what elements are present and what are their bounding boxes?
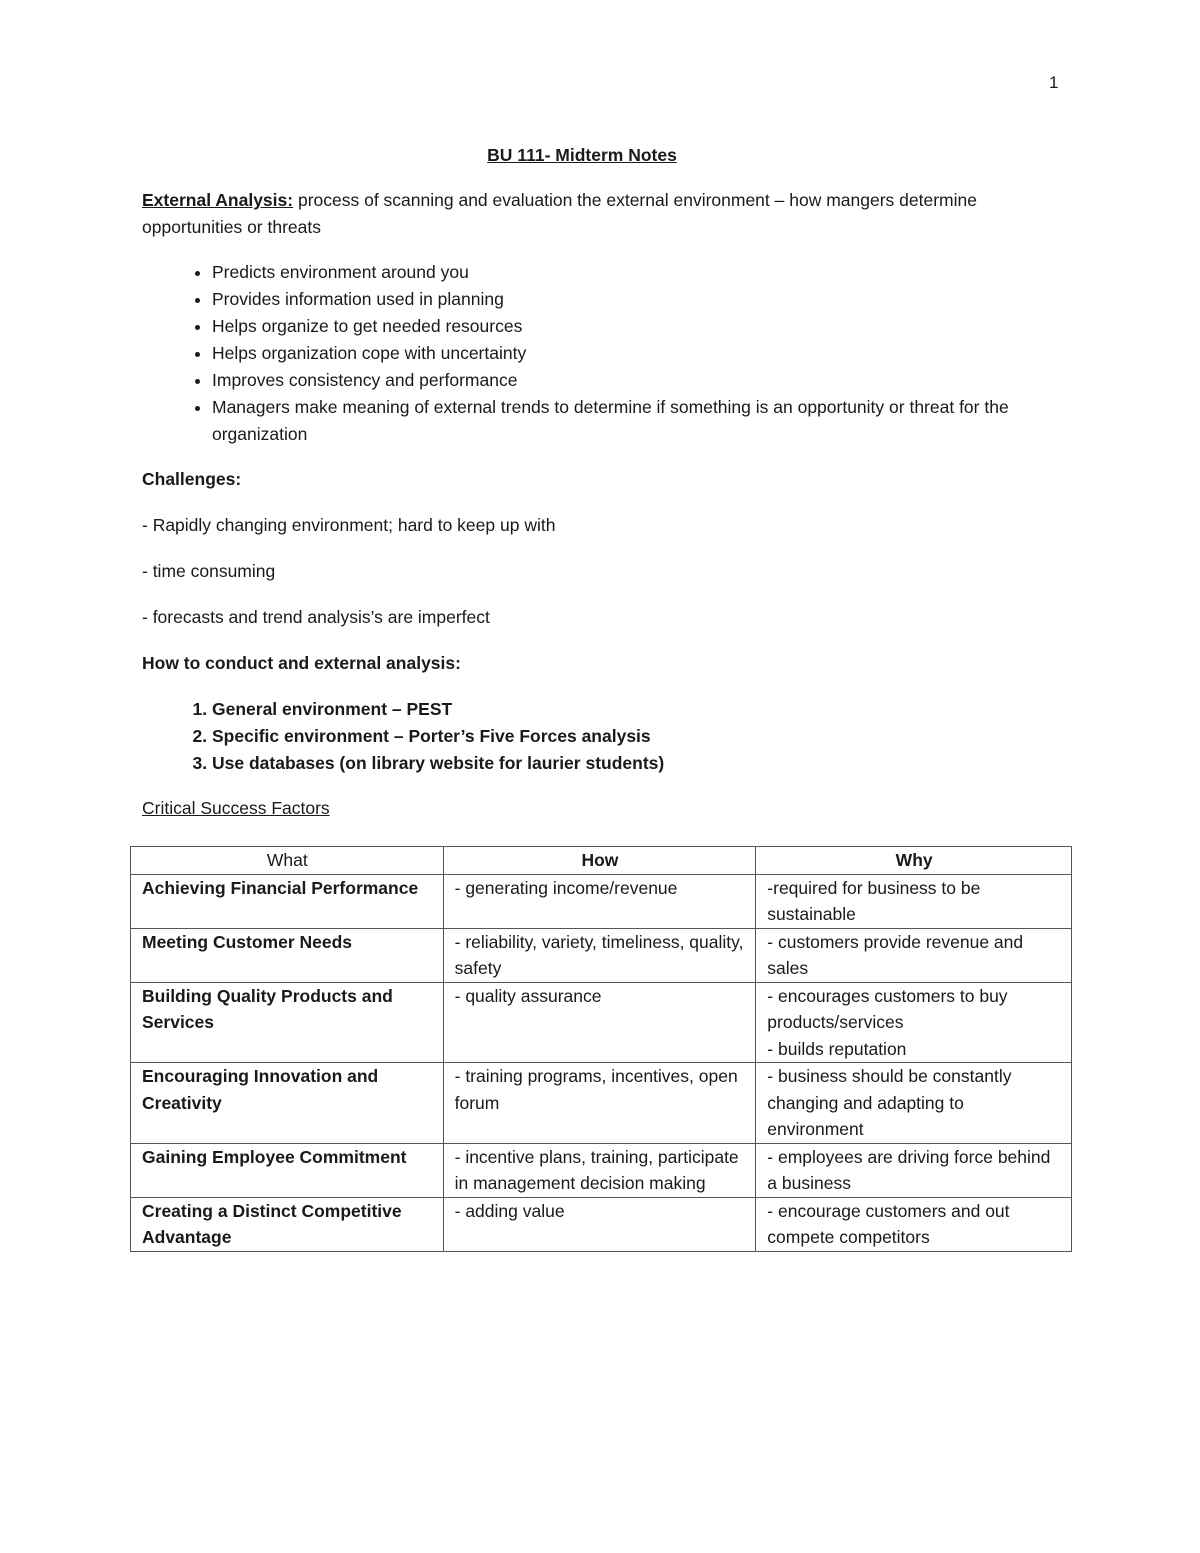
cell-how: - quality assurance bbox=[443, 982, 756, 1063]
intro-definition: process of scanning and evaluation the external environment – how mangers determine opportunities or threats bbox=[142, 190, 977, 237]
column-header-what: What bbox=[131, 847, 444, 875]
why-line: -required for business to be sustainable bbox=[767, 877, 981, 924]
cell-how: - incentive plans, training, participate in management decision making bbox=[443, 1143, 756, 1197]
why-line: - customers provide revenue and sales bbox=[767, 931, 1024, 978]
list-item: • Provides information used in planning bbox=[212, 286, 1022, 313]
why-line: - encourages customers to buy products/services bbox=[767, 985, 1008, 1032]
challenge-item: - Rapidly changing environment; hard to keep up with bbox=[142, 515, 556, 535]
list-item: • Managers make meaning of external trends to determine if something is an opportunity or threat for the organization bbox=[212, 394, 1022, 448]
document-title: BU 111- Midterm Notes bbox=[487, 145, 677, 165]
column-header-why: Why bbox=[756, 847, 1072, 875]
cell-what: Achieving Financial Performance bbox=[131, 874, 444, 928]
why-line: - business should be constantly changing and adapting to environment bbox=[767, 1066, 1012, 1139]
cell-how: - training programs, incentives, open forum bbox=[443, 1063, 756, 1144]
csf-heading: Critical Success Factors bbox=[142, 798, 330, 818]
list-item: 1. General environment – PEST bbox=[212, 696, 1022, 723]
cell-why bbox=[756, 1063, 1072, 1144]
challenge-item: - forecasts and trend analysis’s are imperfect bbox=[142, 607, 490, 627]
list-item: • Helps organization cope with uncertainty bbox=[212, 340, 1022, 367]
cell-how: - generating income/revenue bbox=[443, 874, 756, 928]
table-row bbox=[131, 1197, 1072, 1251]
cell-why bbox=[756, 1143, 1072, 1197]
external-analysis-benefits-list bbox=[142, 259, 1022, 448]
intro-paragraph bbox=[142, 187, 1022, 241]
table-row bbox=[131, 928, 1072, 982]
challenges-heading: Challenges: bbox=[142, 469, 242, 489]
why-line: - encourage customers and out compete competitors bbox=[767, 1200, 1010, 1247]
list-item: • Improves consistency and performance bbox=[212, 367, 1022, 394]
how-to-steps-list bbox=[142, 696, 1022, 777]
table-row bbox=[131, 1063, 1072, 1144]
list-item: • Helps organize to get needed resources bbox=[212, 313, 1022, 340]
why-line: - builds reputation bbox=[767, 1038, 907, 1059]
cell-how: - reliability, variety, timeliness, quality, safety bbox=[443, 928, 756, 982]
cell-what: Gaining Employee Commitment bbox=[131, 1143, 444, 1197]
cell-why bbox=[756, 874, 1072, 928]
cell-what: Building Quality Products and Services bbox=[131, 982, 444, 1063]
critical-success-factors-table bbox=[130, 846, 1072, 1252]
cell-why bbox=[756, 928, 1072, 982]
cell-what: Creating a Distinct Competitive Advantage bbox=[131, 1197, 444, 1251]
table-row bbox=[131, 1143, 1072, 1197]
column-header-how: How bbox=[443, 847, 756, 875]
cell-what: Encouraging Innovation and Creativity bbox=[131, 1063, 444, 1144]
cell-why bbox=[756, 982, 1072, 1063]
document-body bbox=[142, 142, 1022, 836]
challenge-item: - time consuming bbox=[142, 561, 276, 581]
cell-what: Meeting Customer Needs bbox=[131, 928, 444, 982]
list-item: • Predicts environment around you bbox=[212, 259, 1022, 286]
table-row bbox=[131, 874, 1072, 928]
intro-term: External Analysis: bbox=[142, 190, 294, 210]
list-item: 3. Use databases (on library website for laurier students) bbox=[212, 750, 1022, 777]
cell-how: - adding value bbox=[443, 1197, 756, 1251]
table-row bbox=[131, 982, 1072, 1063]
cell-why bbox=[756, 1197, 1072, 1251]
how-to-heading: How to conduct and external analysis: bbox=[142, 653, 461, 673]
page-number: 1 bbox=[1049, 73, 1059, 92]
table-header-row bbox=[131, 847, 1072, 875]
why-line: - employees are driving force behind a business bbox=[767, 1146, 1051, 1193]
list-item: 2. Specific environment – Porter’s Five Forces analysis bbox=[212, 723, 1022, 750]
